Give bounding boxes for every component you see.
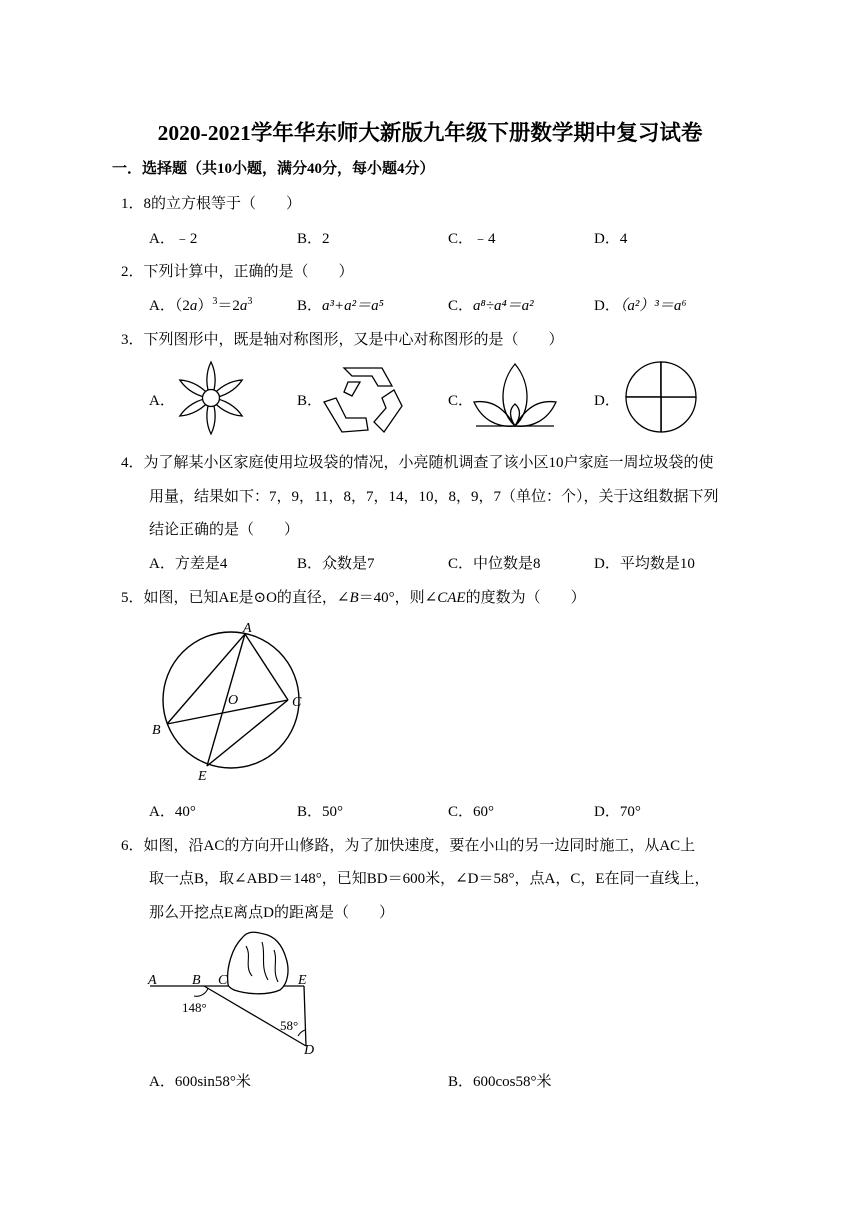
lotus-figure xyxy=(472,360,558,434)
page-title: 2020-2021学年华东师大新版九年级下册数学期中复习试卷 xyxy=(157,121,703,145)
question-1-stem: 1．8的立方根等于（ ） xyxy=(121,196,302,212)
q3-option-d: D． xyxy=(594,393,620,409)
section-heading: 一．选择题（共10小题，满分40分，每小题4分） xyxy=(112,161,435,177)
label-e: E xyxy=(198,769,207,784)
label-a: A xyxy=(148,973,157,988)
question-3-stem: 3．下列图形中，既是轴对称图形，又是中心对称图形的是（ ） xyxy=(121,332,564,348)
circle-diagram xyxy=(148,616,310,784)
question-6-line-1: 6．如图，沿AC的方向开山修路，为了加快速度，要在小山的另一边同时施工，从AC上 xyxy=(121,838,696,854)
q5-option-b: B．50° xyxy=(297,804,344,820)
q2-option-b: B．a³+a²＝a⁵ xyxy=(297,298,384,314)
q1-option-b: B．2 xyxy=(297,231,330,247)
angle-148-label: 148° xyxy=(182,1000,207,1015)
question-6-line-2: 取一点B，取∠ABD＝148°，已知BD＝600米，∠D＝58°，点A，C，E在同一直线上， xyxy=(149,871,710,887)
question-2-stem: 2．下列计算中，正确的是（ ） xyxy=(121,264,354,280)
q2-option-a: A．$(2a)^3=2a^3$ xyxy=(149,296,253,314)
q6-option-a: A．600sin58°米 xyxy=(149,1074,251,1090)
question-5-stem: 5．如图，已知AE是⊙O的直径，∠B＝40°，则∠CAE的度数为（ ） xyxy=(121,590,586,606)
q3-option-b: B． xyxy=(297,393,323,409)
q1-option-a: A．﹣2 xyxy=(149,231,198,247)
label-c: C xyxy=(218,973,228,988)
q2-option-d: D．（a²）³＝a⁶ xyxy=(594,298,687,314)
question-4-line-1: 4．为了解某小区家庭使用垃圾袋的情况，小亮随机调查了该小区10户家庭一周垃圾袋的使 xyxy=(121,455,714,471)
q1-option-d: D．4 xyxy=(594,231,628,247)
hexagon-arrows-figure xyxy=(322,362,404,436)
q5-option-a: A．40° xyxy=(149,804,196,820)
pinwheel-figure xyxy=(620,356,702,438)
q5-option-c: C．60° xyxy=(448,804,495,820)
q3-option-a: A． xyxy=(149,393,175,409)
question-4-line-2: 用量，结果如下：7，9，11，8，7，14，10，8，9，7（单位：个），关于这组数据下列 xyxy=(149,489,719,505)
label-a: A xyxy=(243,621,252,636)
q2-option-c: C．a⁸÷a⁴＝a² xyxy=(448,298,534,314)
q1-option-c: C．﹣4 xyxy=(448,231,496,247)
q4-option-b: B．众数是7 xyxy=(297,556,375,572)
q4-option-a: A．方差是4 xyxy=(149,556,228,572)
mountain-road-diagram xyxy=(146,926,326,1058)
q6-option-b: B．600cos58°米 xyxy=(448,1074,552,1090)
angle-58-label: 58° xyxy=(280,1018,299,1033)
label-e: E xyxy=(298,973,307,988)
q3-option-c: C． xyxy=(448,393,474,409)
question-4-line-3: 结论正确的是（ ） xyxy=(149,522,300,538)
flower-figure xyxy=(175,360,247,436)
label-o: O xyxy=(228,693,239,708)
label-d: D xyxy=(304,1043,315,1058)
question-6-line-3: 那么开挖点E离点D的距离是（ ） xyxy=(149,905,394,921)
label-c: C xyxy=(292,695,302,710)
label-b: B xyxy=(192,973,201,988)
q4-option-c: C．中位数是8 xyxy=(448,556,541,572)
q4-option-d: D．平均数是10 xyxy=(594,556,695,572)
q5-option-d: D．70° xyxy=(594,804,641,820)
label-b: B xyxy=(152,723,161,738)
